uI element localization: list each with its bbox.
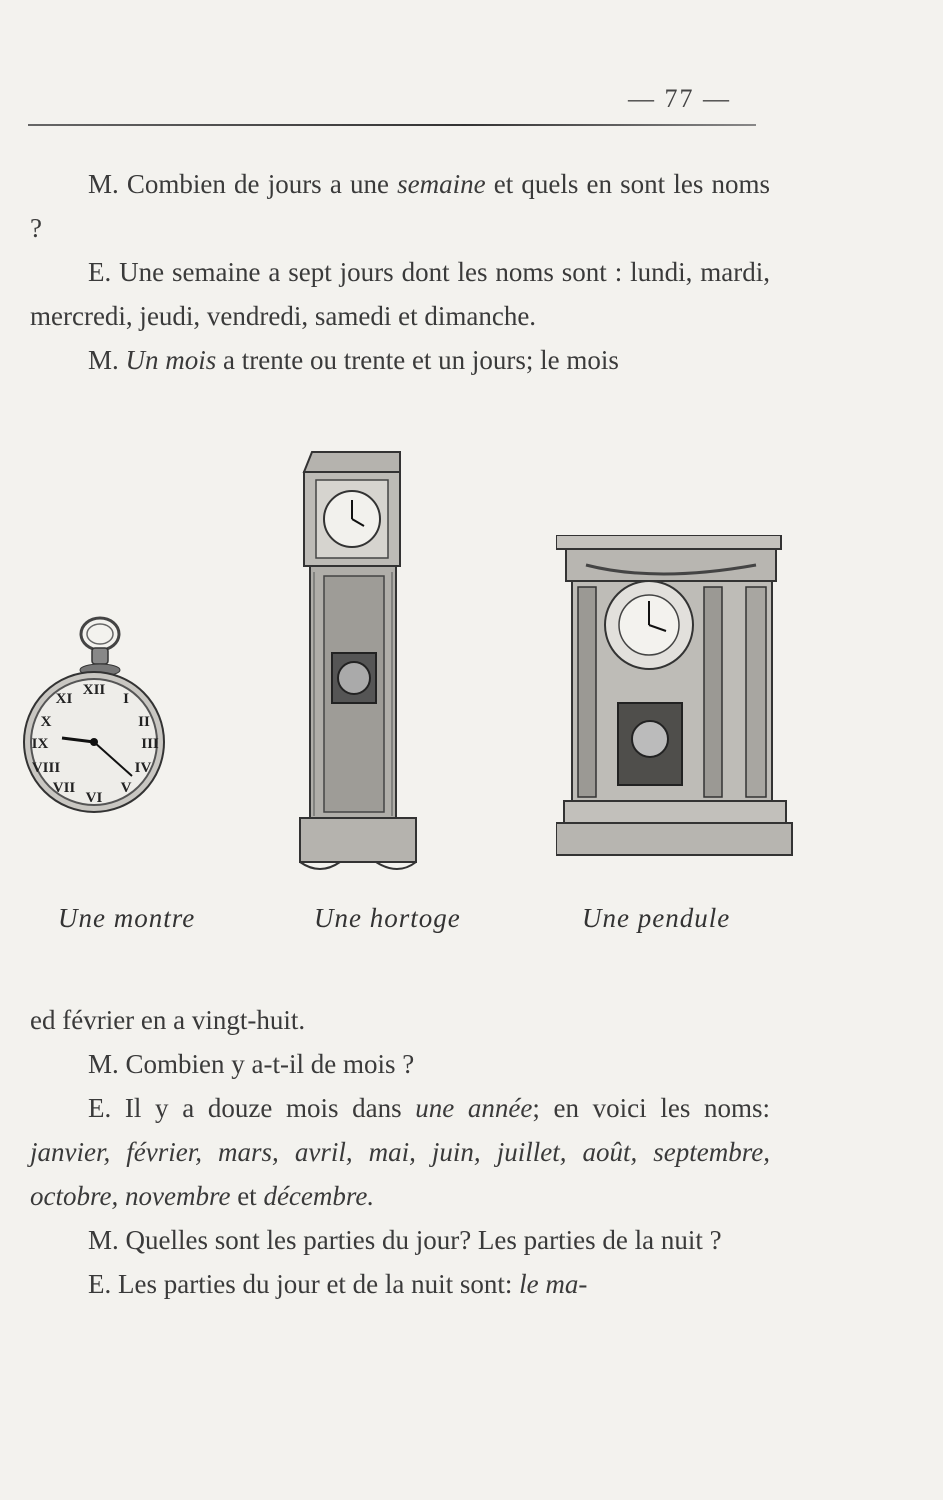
svg-text:II: II <box>138 714 150 730</box>
svg-text:IV: IV <box>134 760 152 776</box>
svg-text:XII: XII <box>82 682 106 698</box>
svg-text:IX: IX <box>31 736 49 752</box>
svg-text:V: V <box>120 780 132 796</box>
header-rule <box>28 124 756 126</box>
svg-text:VI: VI <box>85 790 103 806</box>
paragraph: M. Combien de jours a une semaine et quels en sont les noms ? <box>30 169 770 243</box>
mantel-clock-icon <box>556 535 801 865</box>
svg-text:VII: VII <box>52 780 76 796</box>
paragraph: M. Combien y a-t-il de mois ? <box>88 1049 415 1079</box>
pocket-watch-icon <box>22 610 172 825</box>
paragraph: E. Une semaine a sept jours dont les noms sont : lundi, mardi, mercredi, jeudi, vendredi, samedi et dimanche. <box>30 257 770 331</box>
caption-pendulum: Une pendule <box>582 903 731 933</box>
text-block-bottom <box>30 998 770 1306</box>
paragraph: E. Il y a douze mois dans une année; en voici les noms: janvier, février, mars, avril, mai, juin, juillet, août, septembre, octobre, novembre et décembre. <box>30 1093 770 1211</box>
svg-text:III: III <box>141 736 159 752</box>
svg-text:XI: XI <box>55 691 73 707</box>
svg-text:VIII: VIII <box>31 760 61 776</box>
page-number: — 77 — <box>628 84 731 113</box>
svg-text:X: X <box>40 714 52 730</box>
caption-watch: Une montre <box>58 903 196 933</box>
paragraph: E. Les parties du jour et de la nuit sont: le ma- <box>88 1269 588 1299</box>
text-block-top <box>30 162 770 382</box>
caption-clock: Une hortoge <box>314 903 461 933</box>
paragraph: ed février en a vingt-huit. <box>30 1005 306 1035</box>
paragraph: M. Un mois a trente ou trente et un jours; le mois <box>88 345 619 375</box>
grandfather-clock-icon <box>290 448 440 880</box>
paragraph: M. Quelles sont les parties du jour? Les parties de la nuit ? <box>88 1225 722 1255</box>
svg-text:I: I <box>123 691 129 707</box>
